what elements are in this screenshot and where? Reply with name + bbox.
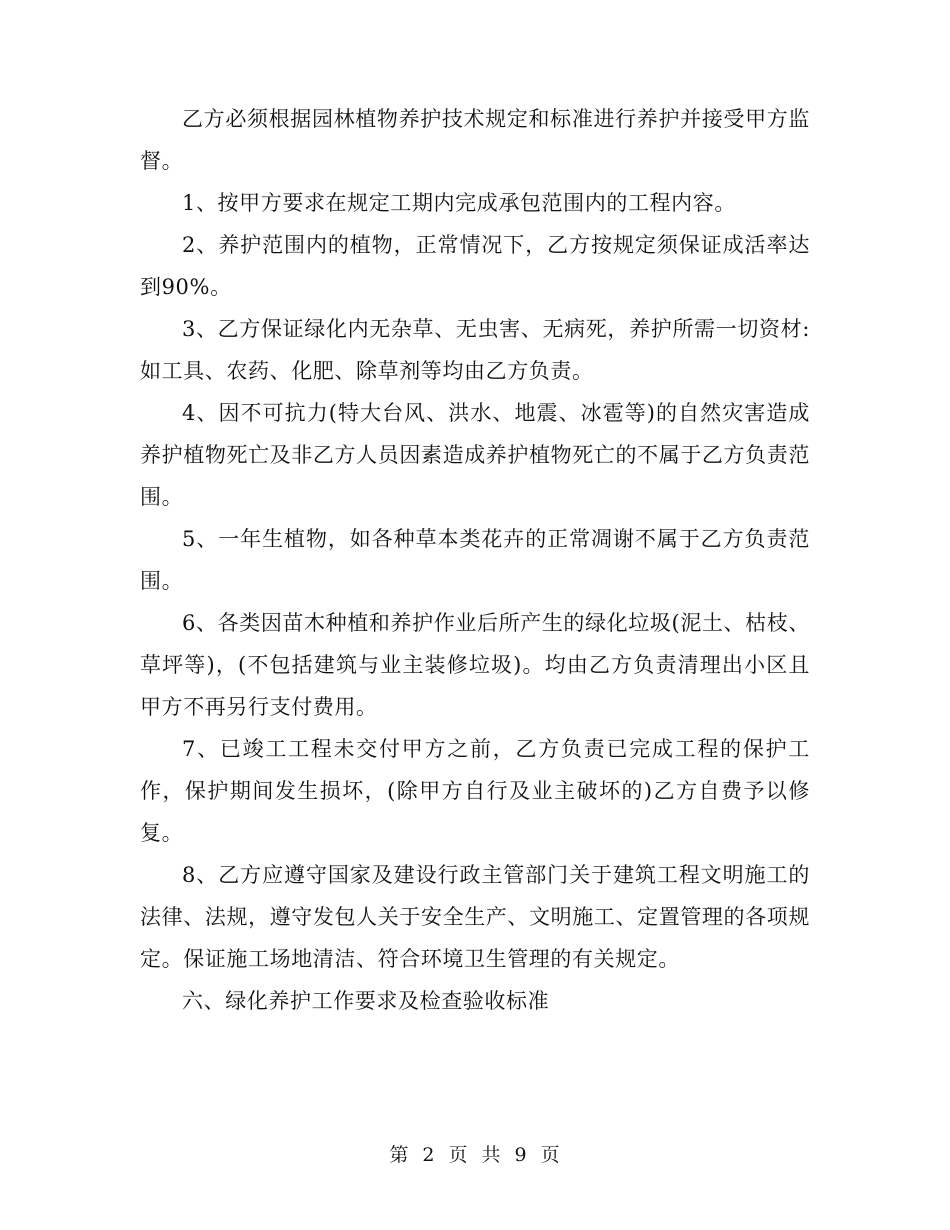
paragraph-item-7: 7、已竣工工程未交付甲方之前，乙方负责已完成工程的保护工作，保护期间发生损坏，(除甲方自行及业主破坏的)乙方自费予以修复。: [140, 737, 810, 845]
document-body: [140, 98, 810, 1022]
paragraph-item-6: 6、各类因苗木种植和养护作业后所产生的绿化垃圾(泥土、枯枝、草坪等)，(不包括建筑与业主装修垃圾)。均由乙方负责清理出小区且甲方不再另行支付费用。: [140, 611, 810, 719]
paragraph-item-3: 3、乙方保证绿化内无杂草、无虫害、无病死，养护所需一切资材:如工具、农药、化肥、除草剂等均由乙方负责。: [140, 317, 810, 383]
page-number-footer: 第 2 页 共 9 页: [389, 1144, 561, 1166]
paragraph-intro: 乙方必须根据园林植物养护技术规定和标准进行养护并接受甲方监督。: [140, 107, 810, 173]
section-heading-six: 六、绿化养护工作要求及检查验收标准: [182, 989, 550, 1013]
paragraph-item-8: 8、乙方应遵守国家及建设行政主管部门关于建筑工程文明施工的法律、法规，遵守发包人关于安全生产、文明施工、定置管理的各项规定。保证施工场地清洁、符合环境卫生管理的有关规定。: [140, 863, 810, 971]
paragraph-item-2: 2、养护范围内的植物，正常情况下，乙方按规定须保证成活率达到90%。: [140, 233, 810, 299]
paragraph-item-4: 4、因不可抗力(特大台风、洪水、地震、冰雹等)的自然灾害造成养护植物死亡及非乙方人员因素造成养护植物死亡的不属于乙方负责范围。: [140, 401, 810, 509]
paragraph-item-5: 5、一年生植物，如各种草本类花卉的正常凋谢不属于乙方负责范围。: [140, 527, 810, 593]
paragraph-item-1: 1、按甲方要求在规定工期内完成承包范围内的工程内容。: [182, 191, 736, 215]
